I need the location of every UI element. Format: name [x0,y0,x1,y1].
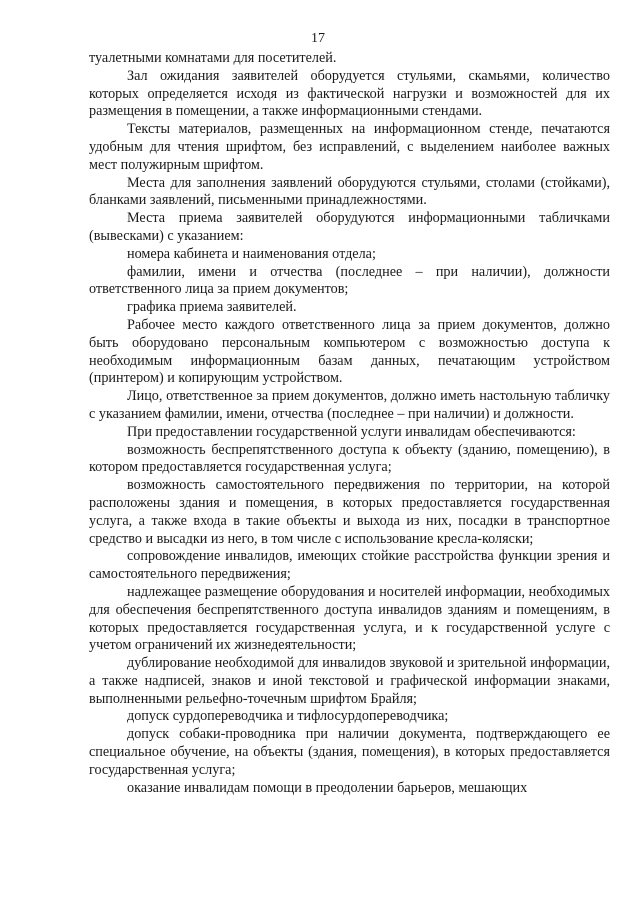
paragraph: возможность беспрепятственного доступа к объекту (зданию, помещению), в котором предоставляется государственная услуга; [89,441,610,476]
paragraph: При предоставлении государственной услуги инвалидам обеспечиваются: [127,423,576,440]
paragraph: Зал ожидания заявителей оборудуется стульями, скамьями, количество которых определяется исходя из фактической нагрузки и возможностей для их размещения в помещении, а также информационными стендами. [89,67,610,120]
page-number: 17 [311,31,325,46]
paragraph: сопровождение инвалидов, имеющих стойкие расстройства функции зрения и самостоятельного передвижения; [89,548,610,583]
paragraph: допуск сурдопереводчика и тифлосурдопереводчика; [127,708,449,725]
paragraph: Рабочее место каждого ответственного лица за прием документов, должно быть оборудовано персональным компьютером с возможностью доступа к необходимым информационным базам данных, печатающим устройством (принтером) и копирующим устройством. [89,316,610,387]
document-body [89,50,610,797]
paragraph: оказание инвалидам помощи в преодолении барьеров, мешающих [127,779,528,796]
paragraph: Лицо, ответственное за прием документов, должно иметь настольную табличку с указанием фамилии, имени, отчества (последнее – при наличии) и должности. [89,388,610,422]
paragraph: Места для заполнения заявлений оборудуются стульями, столами (стойками), бланками заявлений, письменными принадлежностями. [89,174,610,209]
paragraph: дублирование необходимой для инвалидов звуковой и зрительной информации, а также надписей, знаков и иной текстовой и графической информации знаками, выполненными рельефно-точечным шрифтом Брайля; [89,655,610,707]
paragraph: фамилии, имени и отчества (последнее – при наличии), должности ответственного лица за прием документов; [89,263,610,298]
paragraph: допуск собаки-проводника при наличии документа, подтверждающего ее специальное обучение, на объекты (здания, помещения), в которых предоставляется государственная услуга; [89,726,610,778]
paragraph: Места приема заявителей оборудуются информационными табличками (вывесками) с указанием: [89,210,610,244]
paragraph: номера кабинета и наименования отдела; [127,245,376,262]
paragraph: надлежащее размещение оборудования и носителей информации, необходимых для обеспечения беспрепятственного доступа инвалидов зданиям и помещениям, в которых предоставляется государственная услуга, и к государственной услуге с учетом ограничений их жизнедеятельности; [89,583,610,654]
paragraph: графика приема заявителей. [127,299,297,316]
paragraph: Тексты материалов, размещенных на информационном стенде, печатаются удобным для чтения шрифтом, без исправлений, с выделением наиболее важных мест полужирным шрифтом. [89,121,610,173]
paragraph: туалетными комнатами для посетителей. [89,50,337,66]
paragraph: возможность самостоятельного передвижения по территории, на которой расположены здания и помещения, в которых предоставляется государственная услуга, а также входа в такие объекты и выхода из них, посадки в транспортное средство и высадки из него, в том числе с использование кресла-коляски; [89,477,610,547]
